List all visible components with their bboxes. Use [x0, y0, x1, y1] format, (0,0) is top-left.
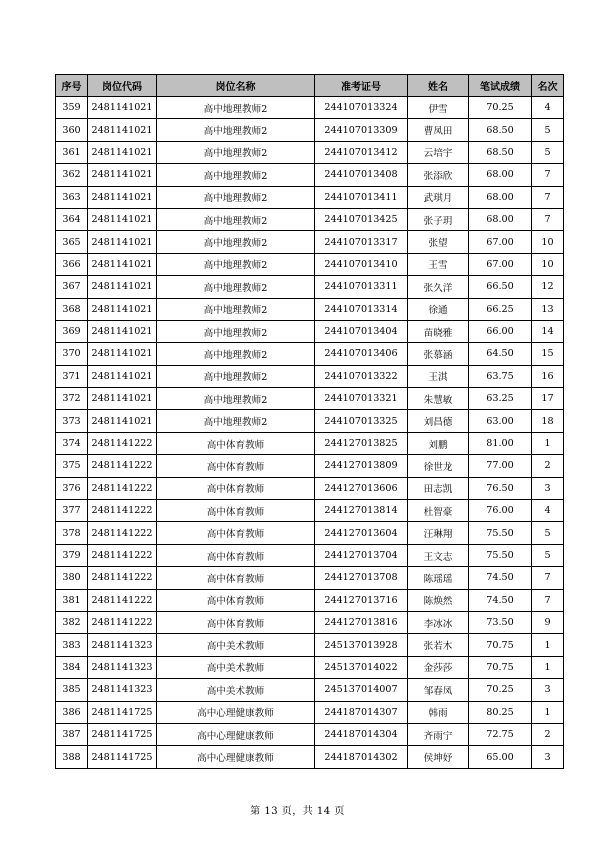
cell-rank: 7: [532, 208, 564, 230]
cell-rank: 5: [532, 544, 564, 566]
cell-name: 徐通: [408, 298, 469, 320]
cell-name: 张望: [408, 231, 469, 253]
cell-written-score: 70.75: [469, 656, 532, 678]
cell-name: 张久洋: [408, 276, 469, 298]
cell-admission-number: 244127013825: [315, 432, 408, 454]
cell-written-score: 67.00: [469, 231, 532, 253]
cell-position-name: 高中体育教师: [157, 589, 315, 611]
table-row: [56, 701, 564, 723]
cell-admission-number: 244127013816: [315, 611, 408, 633]
table-row: [56, 164, 564, 186]
score-table: [55, 74, 564, 769]
cell-position-code: 2481141323: [88, 679, 157, 701]
cell-position-code: 2481141323: [88, 656, 157, 678]
cell-name: 王雪: [408, 253, 469, 275]
table-row: [56, 119, 564, 141]
cell-position-code: 2481141222: [88, 522, 157, 544]
cell-rank: 17: [532, 388, 564, 410]
header-admission-number: 准考证号: [315, 75, 408, 97]
cell-name: 刘昌德: [408, 410, 469, 432]
cell-rank: 7: [532, 186, 564, 208]
cell-position-code: 2481141021: [88, 253, 157, 275]
cell-admission-number: 244107013412: [315, 141, 408, 163]
cell-position-name: 高中体育教师: [157, 522, 315, 544]
table-row: [56, 544, 564, 566]
cell-admission-number: 244127013604: [315, 522, 408, 544]
cell-serial-number: 365: [56, 231, 88, 253]
table-header: [56, 75, 564, 97]
cell-admission-number: 244107013406: [315, 343, 408, 365]
cell-position-name: 高中地理教师2: [157, 164, 315, 186]
cell-name: 陈瑶瑶: [408, 567, 469, 589]
cell-written-score: 66.25: [469, 298, 532, 320]
cell-admission-number: 244107013425: [315, 208, 408, 230]
cell-name: 金莎莎: [408, 656, 469, 678]
cell-rank: 15: [532, 343, 564, 365]
cell-serial-number: 373: [56, 410, 88, 432]
cell-position-code: 2481141725: [88, 746, 157, 768]
table-row: [56, 634, 564, 656]
cell-position-code: 2481141222: [88, 544, 157, 566]
table-row: [56, 298, 564, 320]
cell-written-score: 68.00: [469, 186, 532, 208]
cell-position-name: 高中地理教师2: [157, 208, 315, 230]
cell-name: 武琪月: [408, 186, 469, 208]
table-row: [56, 186, 564, 208]
cell-admission-number: 244107013309: [315, 119, 408, 141]
cell-serial-number: 375: [56, 455, 88, 477]
cell-admission-number: 245137014007: [315, 679, 408, 701]
cell-written-score: 75.50: [469, 544, 532, 566]
cell-written-score: 70.25: [469, 679, 532, 701]
cell-serial-number: 363: [56, 186, 88, 208]
cell-admission-number: 244107013410: [315, 253, 408, 275]
table-row: [56, 477, 564, 499]
cell-admission-number: 244127013704: [315, 544, 408, 566]
cell-position-name: 高中体育教师: [157, 432, 315, 454]
cell-name: 徐世龙: [408, 455, 469, 477]
table-row: [56, 589, 564, 611]
cell-rank: 1: [532, 656, 564, 678]
cell-rank: 1: [532, 701, 564, 723]
cell-serial-number: 367: [56, 276, 88, 298]
cell-name: 张若木: [408, 634, 469, 656]
cell-position-code: 2481141725: [88, 701, 157, 723]
cell-name: 刘鹏: [408, 432, 469, 454]
cell-serial-number: 371: [56, 365, 88, 387]
cell-position-code: 2481141222: [88, 500, 157, 522]
header-position-name: 岗位名称: [157, 75, 315, 97]
table-row: [56, 97, 564, 119]
cell-written-score: 81.00: [469, 432, 532, 454]
cell-name: 曹凤田: [408, 119, 469, 141]
header-row: [56, 75, 564, 97]
cell-position-name: 高中心理健康教师: [157, 746, 315, 768]
cell-rank: 4: [532, 500, 564, 522]
cell-position-code: 2481141021: [88, 320, 157, 342]
cell-serial-number: 379: [56, 544, 88, 566]
cell-admission-number: 244127013716: [315, 589, 408, 611]
cell-position-name: 高中地理教师2: [157, 298, 315, 320]
cell-rank: 12: [532, 276, 564, 298]
cell-written-score: 68.00: [469, 208, 532, 230]
table-row: [56, 679, 564, 701]
cell-rank: 3: [532, 746, 564, 768]
header-name: 姓名: [408, 75, 469, 97]
cell-written-score: 66.50: [469, 276, 532, 298]
cell-position-code: 2481141222: [88, 589, 157, 611]
cell-serial-number: 369: [56, 320, 88, 342]
cell-name: 王文志: [408, 544, 469, 566]
cell-admission-number: 244127013708: [315, 567, 408, 589]
cell-rank: 14: [532, 320, 564, 342]
cell-position-name: 高中地理教师2: [157, 186, 315, 208]
cell-written-score: 64.50: [469, 343, 532, 365]
cell-serial-number: 361: [56, 141, 88, 163]
table-body: [56, 97, 564, 769]
cell-serial-number: 362: [56, 164, 88, 186]
table-row: [56, 320, 564, 342]
cell-written-score: 65.00: [469, 746, 532, 768]
cell-position-name: 高中地理教师2: [157, 343, 315, 365]
cell-serial-number: 360: [56, 119, 88, 141]
cell-position-name: 高中地理教师2: [157, 320, 315, 342]
cell-name: 张添欣: [408, 164, 469, 186]
cell-serial-number: 370: [56, 343, 88, 365]
table-row: [56, 611, 564, 633]
cell-rank: 13: [532, 298, 564, 320]
cell-position-code: 2481141021: [88, 276, 157, 298]
cell-position-code: 2481141725: [88, 723, 157, 745]
cell-rank: 7: [532, 589, 564, 611]
cell-admission-number: 244107013317: [315, 231, 408, 253]
cell-serial-number: 388: [56, 746, 88, 768]
table-row: [56, 746, 564, 768]
cell-rank: 2: [532, 723, 564, 745]
cell-admission-number: 244107013322: [315, 365, 408, 387]
cell-rank: 5: [532, 522, 564, 544]
cell-rank: 4: [532, 97, 564, 119]
cell-position-name: 高中地理教师2: [157, 97, 315, 119]
cell-admission-number: 244127013809: [315, 455, 408, 477]
cell-position-name: 高中美术教师: [157, 679, 315, 701]
cell-serial-number: 386: [56, 701, 88, 723]
cell-position-code: 2481141021: [88, 119, 157, 141]
cell-rank: 5: [532, 141, 564, 163]
cell-written-score: 76.00: [469, 500, 532, 522]
cell-position-name: 高中体育教师: [157, 477, 315, 499]
cell-written-score: 70.25: [469, 97, 532, 119]
cell-rank: 16: [532, 365, 564, 387]
cell-written-score: 66.00: [469, 320, 532, 342]
cell-position-code: 2481141222: [88, 455, 157, 477]
cell-position-name: 高中美术教师: [157, 634, 315, 656]
cell-rank: 1: [532, 432, 564, 454]
table-row: [56, 723, 564, 745]
table-row: [56, 253, 564, 275]
table-row: [56, 388, 564, 410]
cell-admission-number: 244107013311: [315, 276, 408, 298]
cell-name: 侯坤妤: [408, 746, 469, 768]
cell-position-name: 高中地理教师2: [157, 253, 315, 275]
cell-position-name: 高中体育教师: [157, 611, 315, 633]
cell-serial-number: 366: [56, 253, 88, 275]
cell-serial-number: 374: [56, 432, 88, 454]
cell-written-score: 67.00: [469, 253, 532, 275]
cell-serial-number: 385: [56, 679, 88, 701]
cell-position-code: 2481141021: [88, 298, 157, 320]
cell-serial-number: 387: [56, 723, 88, 745]
cell-admission-number: 244107013324: [315, 97, 408, 119]
cell-name: 陈焕然: [408, 589, 469, 611]
cell-admission-number: 244127013814: [315, 500, 408, 522]
table-row: [56, 500, 564, 522]
cell-position-name: 高中体育教师: [157, 455, 315, 477]
header-rank: 名次: [532, 75, 564, 97]
cell-rank: 7: [532, 567, 564, 589]
cell-serial-number: 381: [56, 589, 88, 611]
cell-name: 张子玥: [408, 208, 469, 230]
cell-position-code: 2481141021: [88, 208, 157, 230]
header-serial-number: 序号: [56, 75, 88, 97]
cell-name: 伊雪: [408, 97, 469, 119]
cell-serial-number: 372: [56, 388, 88, 410]
cell-serial-number: 383: [56, 634, 88, 656]
cell-rank: 3: [532, 679, 564, 701]
cell-position-code: 2481141222: [88, 477, 157, 499]
cell-position-code: 2481141021: [88, 231, 157, 253]
cell-admission-number: 245137013928: [315, 634, 408, 656]
cell-position-code: 2481141021: [88, 343, 157, 365]
cell-position-name: 高中美术教师: [157, 656, 315, 678]
cell-position-name: 高中地理教师2: [157, 231, 315, 253]
table-row: [56, 567, 564, 589]
cell-written-score: 74.50: [469, 589, 532, 611]
cell-serial-number: 364: [56, 208, 88, 230]
cell-serial-number: 384: [56, 656, 88, 678]
cell-written-score: 76.50: [469, 477, 532, 499]
cell-position-name: 高中心理健康教师: [157, 701, 315, 723]
table-row: [56, 410, 564, 432]
cell-name: 李冰冰: [408, 611, 469, 633]
page-footer: 第 13 页，共 14 页: [250, 806, 345, 817]
cell-position-code: 2481141222: [88, 567, 157, 589]
cell-rank: 2: [532, 455, 564, 477]
table-row: [56, 208, 564, 230]
cell-admission-number: 244187014304: [315, 723, 408, 745]
cell-admission-number: 245137014022: [315, 656, 408, 678]
cell-position-name: 高中地理教师2: [157, 388, 315, 410]
cell-position-code: 2481141021: [88, 365, 157, 387]
cell-serial-number: 376: [56, 477, 88, 499]
table-row: [56, 276, 564, 298]
cell-position-name: 高中体育教师: [157, 544, 315, 566]
cell-position-code: 2481141222: [88, 611, 157, 633]
cell-written-score: 77.00: [469, 455, 532, 477]
table-row: [56, 455, 564, 477]
cell-position-name: 高中体育教师: [157, 567, 315, 589]
cell-written-score: 75.50: [469, 522, 532, 544]
header-written-score: 笔试成绩: [469, 75, 532, 97]
cell-serial-number: 359: [56, 97, 88, 119]
header-position-code: 岗位代码: [88, 75, 157, 97]
cell-admission-number: 244107013408: [315, 164, 408, 186]
cell-written-score: 63.00: [469, 410, 532, 432]
cell-position-name: 高中体育教师: [157, 500, 315, 522]
cell-admission-number: 244107013411: [315, 186, 408, 208]
cell-rank: 10: [532, 231, 564, 253]
cell-position-code: 2481141222: [88, 432, 157, 454]
cell-rank: 18: [532, 410, 564, 432]
cell-position-code: 2481141021: [88, 141, 157, 163]
cell-name: 云培宇: [408, 141, 469, 163]
cell-name: 邹春凤: [408, 679, 469, 701]
cell-position-code: 2481141021: [88, 97, 157, 119]
cell-written-score: 68.00: [469, 164, 532, 186]
cell-name: 齐雨宁: [408, 723, 469, 745]
cell-position-name: 高中地理教师2: [157, 410, 315, 432]
cell-rank: 7: [532, 164, 564, 186]
cell-written-score: 68.50: [469, 119, 532, 141]
cell-admission-number: 244107013404: [315, 320, 408, 342]
cell-rank: 1: [532, 634, 564, 656]
cell-serial-number: 368: [56, 298, 88, 320]
cell-rank: 3: [532, 477, 564, 499]
cell-written-score: 68.50: [469, 141, 532, 163]
cell-position-code: 2481141021: [88, 388, 157, 410]
cell-position-code: 2481141323: [88, 634, 157, 656]
cell-name: 汪琳翔: [408, 522, 469, 544]
cell-serial-number: 378: [56, 522, 88, 544]
cell-admission-number: 244107013325: [315, 410, 408, 432]
cell-name: 张慕涵: [408, 343, 469, 365]
cell-written-score: 73.50: [469, 611, 532, 633]
cell-serial-number: 377: [56, 500, 88, 522]
cell-name: 苗晓雅: [408, 320, 469, 342]
cell-admission-number: 244107013321: [315, 388, 408, 410]
cell-written-score: 72.75: [469, 723, 532, 745]
cell-admission-number: 244187014307: [315, 701, 408, 723]
cell-written-score: 70.75: [469, 634, 532, 656]
table-row: [56, 432, 564, 454]
cell-written-score: 80.25: [469, 701, 532, 723]
cell-position-code: 2481141021: [88, 186, 157, 208]
cell-written-score: 74.50: [469, 567, 532, 589]
cell-rank: 9: [532, 611, 564, 633]
cell-admission-number: 244187014302: [315, 746, 408, 768]
cell-position-name: 高中心理健康教师: [157, 723, 315, 745]
cell-position-name: 高中地理教师2: [157, 119, 315, 141]
table-row: [56, 522, 564, 544]
cell-position-name: 高中地理教师2: [157, 365, 315, 387]
cell-name: 朱慧敏: [408, 388, 469, 410]
cell-position-name: 高中地理教师2: [157, 141, 315, 163]
cell-rank: 5: [532, 119, 564, 141]
table-row: [56, 343, 564, 365]
table-row: [56, 365, 564, 387]
cell-name: 田志凯: [408, 477, 469, 499]
cell-admission-number: 244127013606: [315, 477, 408, 499]
cell-position-code: 2481141021: [88, 410, 157, 432]
cell-written-score: 63.75: [469, 365, 532, 387]
table-row: [56, 141, 564, 163]
cell-rank: 10: [532, 253, 564, 275]
cell-name: 王淇: [408, 365, 469, 387]
cell-name: 韩雨: [408, 701, 469, 723]
cell-serial-number: 382: [56, 611, 88, 633]
cell-position-name: 高中地理教师2: [157, 276, 315, 298]
cell-serial-number: 380: [56, 567, 88, 589]
cell-admission-number: 244107013314: [315, 298, 408, 320]
cell-position-code: 2481141021: [88, 164, 157, 186]
cell-name: 杜智豪: [408, 500, 469, 522]
cell-written-score: 63.25: [469, 388, 532, 410]
table-row: [56, 231, 564, 253]
table-row: [56, 656, 564, 678]
